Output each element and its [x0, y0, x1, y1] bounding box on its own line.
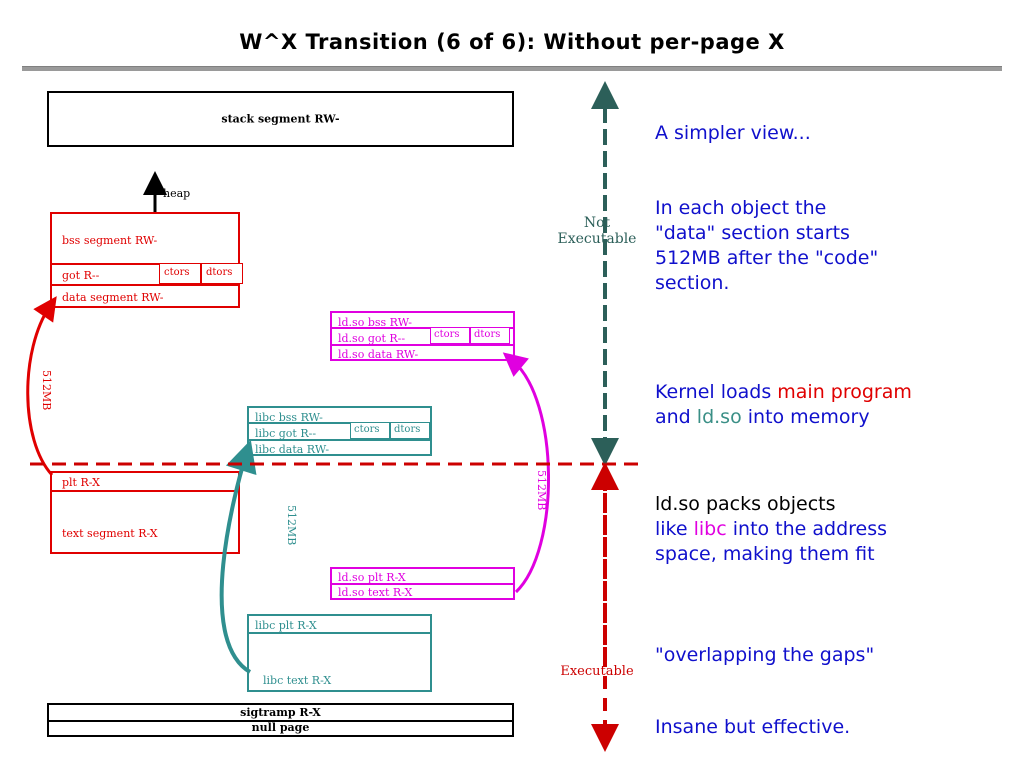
heap-label-wrap	[155, 186, 215, 202]
note-data-offset-line2: "data" section starts	[655, 222, 850, 244]
libc-512mb-label: 512MB	[285, 505, 298, 546]
note-kernel-loads	[655, 380, 912, 430]
libc-code-divider	[247, 632, 432, 634]
main-dtors-label: dtors	[206, 267, 233, 278]
title-divider	[22, 66, 1002, 71]
main-code-group-box	[50, 471, 240, 554]
ldso-512mb-label: 512MB	[535, 470, 548, 511]
stack-segment-label: stack segment RW-	[221, 112, 340, 126]
libc-ctors-label: ctors	[354, 424, 380, 435]
sigtramp-divider	[47, 720, 514, 722]
note-insane-effective: Insane but effective.	[655, 716, 851, 738]
note-ldso-packs-line2	[655, 517, 887, 542]
libc-dtors-box	[390, 422, 430, 439]
libc-bss-label: libc bss RW-	[255, 411, 323, 424]
ldso-dtors-box	[470, 327, 510, 344]
bss-segment-label: bss segment RW-	[62, 234, 158, 247]
libc-ctors-box	[350, 422, 390, 439]
not-executable-label	[552, 215, 642, 247]
not-executable-line1: Not	[583, 215, 611, 231]
ldso-ctors-label: ctors	[434, 329, 460, 340]
like-text: like	[655, 518, 694, 540]
libc-plt-label: libc plt R-X	[255, 619, 317, 632]
main-code-divider	[50, 490, 240, 492]
note-kernel-loads-line1	[655, 380, 912, 405]
note-data-offset-line1: In each object the	[655, 197, 827, 219]
plt-label: plt R-X	[62, 476, 100, 489]
text-segment-label: text segment R-X	[62, 527, 158, 540]
libc-data-label: libc data RW-	[255, 443, 330, 456]
packs-objects-text: packs objects	[699, 493, 836, 515]
main-data-group-box	[50, 212, 240, 308]
note-data-offset-line4: section.	[655, 272, 730, 294]
data-segment-label: data segment RW-	[62, 291, 164, 304]
and-text: and	[655, 406, 697, 428]
libc-name-text: libc	[693, 518, 727, 540]
into-memory-text: into memory	[741, 406, 870, 428]
libc-text-label: libc text R-X	[263, 674, 332, 687]
ldso-got-label: ld.so got R--	[338, 332, 406, 345]
ldso-data-divider-2	[330, 344, 515, 346]
libc-data-divider-2	[247, 439, 432, 441]
sigtramp-label: sigtramp R-X	[240, 706, 321, 719]
ldso-dtors-label: dtors	[474, 329, 501, 340]
main-512mb-label: 512MB	[40, 370, 53, 411]
note-ldso-packs-line3: space, making them fit	[655, 543, 875, 565]
main-program-text: main program	[777, 381, 912, 403]
ldso-code-divider	[330, 583, 515, 585]
main-data-divider-2	[50, 284, 240, 286]
libc-code-group-box	[247, 614, 432, 692]
ldso-plt-label: ld.so plt R-X	[338, 571, 406, 584]
note-data-offset-line3: 512MB after the "code"	[655, 247, 879, 269]
heap-label: heap	[163, 187, 191, 200]
ldso-text-ref: ld.so	[696, 406, 742, 428]
page-title: W^X Transition (6 of 6): Without per-page X	[239, 30, 785, 54]
note-ldso-packs-line1	[655, 492, 887, 517]
libc-dtors-label: dtors	[394, 424, 421, 435]
ldso-data-label: ld.so data RW-	[338, 348, 419, 361]
not-executable-line2: Executable	[557, 231, 637, 247]
ldso-ctors-box	[430, 327, 470, 344]
nullpage-label: null page	[251, 721, 310, 734]
into-address-text: into the address	[726, 518, 888, 540]
main-dtors-box	[201, 263, 243, 284]
note-ldso-packs	[655, 492, 887, 567]
main-ctors-box	[159, 263, 201, 284]
main-ctors-label: ctors	[164, 267, 190, 278]
ldso-name-text: ld.so	[655, 493, 700, 515]
note-kernel-loads-line2	[655, 405, 912, 430]
note-simpler-view: A simpler view...	[655, 122, 811, 144]
executable-label: Executable	[560, 664, 634, 679]
note-data-offset	[655, 196, 878, 296]
stack-segment-box	[47, 91, 514, 147]
kernel-loads-text: Kernel loads	[655, 381, 778, 403]
libc-got-label: libc got R--	[255, 427, 317, 440]
got-label: got R--	[62, 269, 100, 282]
ldso-bss-label: ld.so bss RW-	[338, 316, 412, 329]
note-overlapping-gaps: "overlapping the gaps"	[655, 644, 875, 666]
ldso-text-label: ld.so text R-X	[338, 586, 413, 599]
